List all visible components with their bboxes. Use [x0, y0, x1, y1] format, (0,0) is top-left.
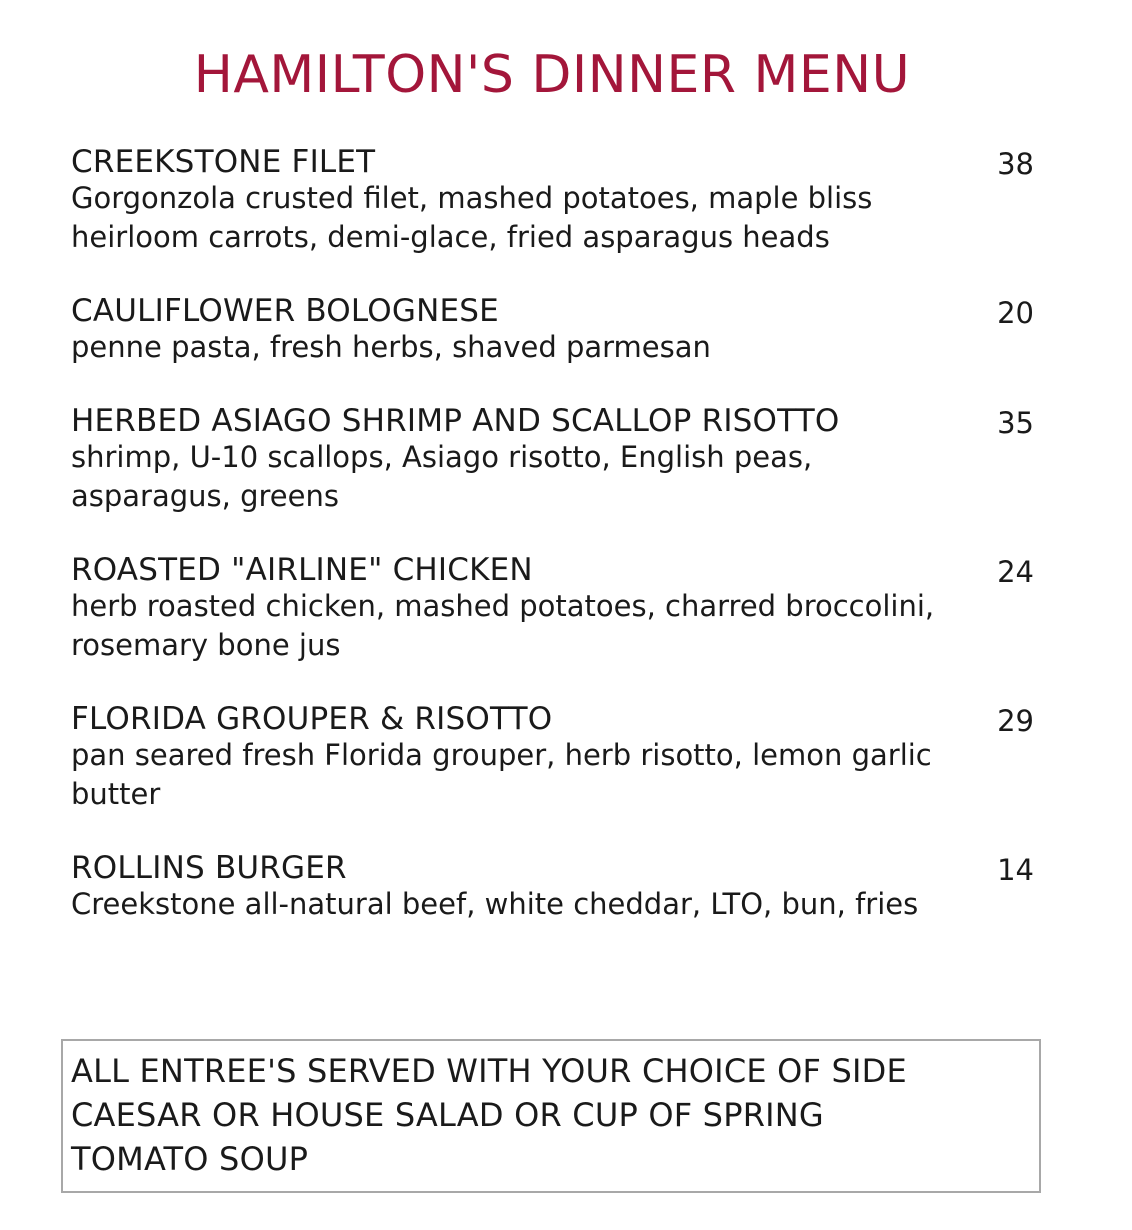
item-name: CREEKSTONE FILET [71, 144, 376, 180]
item-description: Creekstone all-natural beef, white cheddar, LTO, bun, fries [71, 887, 919, 921]
menu-title: HAMILTON'S DINNER MENU [193, 45, 911, 105]
sides-note-line: ALL ENTREE'S SERVED WITH YOUR CHOICE OF SIDE [71, 1052, 907, 1090]
item-price: 14 [997, 853, 1034, 887]
sides-note-line: TOMATO SOUP [71, 1140, 309, 1178]
item-name: FLORIDA GROUPER & RISOTTO [71, 701, 553, 737]
menu-item [71, 846, 1046, 924]
item-price: 20 [997, 296, 1034, 330]
menu-item [71, 548, 1046, 665]
item-description: pan seared fresh Florida grouper, herb risotto, lemon garlic butter [71, 738, 932, 811]
item-name: ROASTED "AIRLINE" CHICKEN [71, 552, 533, 588]
menu-item [71, 140, 1046, 257]
item-price: 35 [997, 406, 1034, 440]
item-price: 38 [997, 147, 1034, 181]
menu-item [71, 399, 1046, 516]
item-description: shrimp, U-10 scallops, Asiago risotto, English peas, asparagus, greens [71, 440, 813, 513]
menu-item [71, 697, 1046, 814]
item-name: ROLLINS BURGER [71, 850, 347, 886]
sides-note-line: CAESAR OR HOUSE SALAD OR CUP OF SPRING [71, 1096, 824, 1134]
item-description: penne pasta, fresh herbs, shaved parmesan [71, 330, 711, 364]
item-description: Gorgonzola crusted filet, mashed potatoes, maple bliss heirloom carrots, demi-glace, fried asparagus heads [71, 181, 873, 254]
menu-item-list [71, 140, 1046, 956]
menu-item [71, 289, 1046, 367]
item-description: herb roasted chicken, mashed potatoes, charred broccolini, rosemary bone jus [71, 589, 935, 662]
item-price: 29 [997, 704, 1034, 738]
sides-note-box [61, 1039, 1041, 1193]
item-price: 24 [997, 555, 1034, 589]
item-name: CAULIFLOWER BOLOGNESE [71, 293, 499, 329]
item-name: HERBED ASIAGO SHRIMP AND SCALLOP RISOTTO [71, 403, 840, 439]
